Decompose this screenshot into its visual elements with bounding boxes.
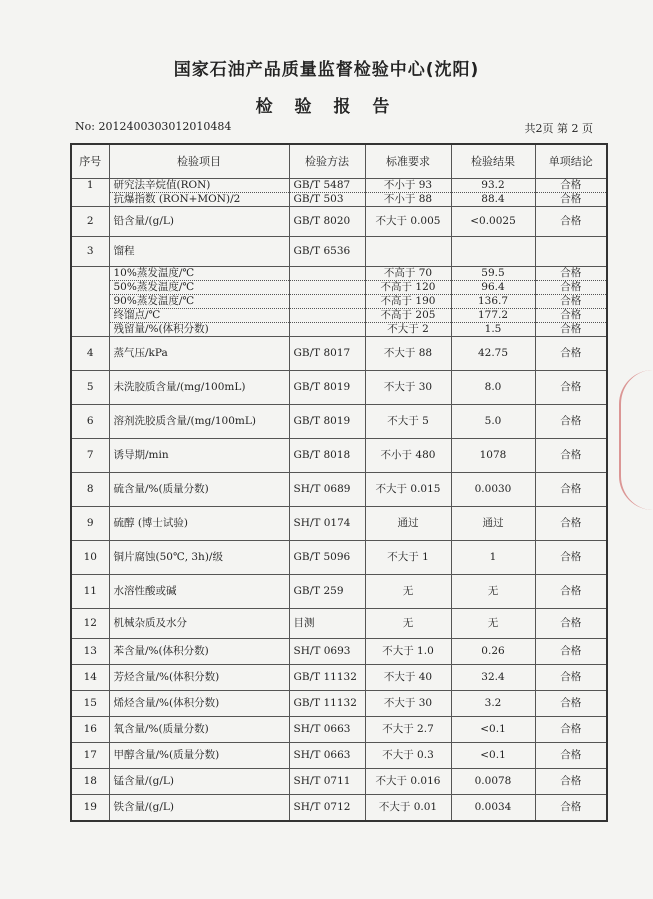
- row-number: 7: [71, 439, 109, 473]
- row-number: 17: [71, 743, 109, 769]
- meta-row: [75, 120, 593, 136]
- test-result: 1: [451, 541, 535, 575]
- item-conclusion: 合格: [535, 295, 607, 309]
- report-number: No: 2012400303012010484: [75, 120, 232, 133]
- test-method: SH/T 0663: [289, 743, 365, 769]
- table-row: [71, 691, 607, 717]
- test-method: GB/T 503: [289, 193, 365, 207]
- item-conclusion: 合格: [535, 337, 607, 371]
- test-item: 残留量/%(体积分数): [109, 323, 289, 337]
- stamp-mark: [619, 370, 653, 510]
- test-item: 芳烃含量/%(体积分数): [109, 665, 289, 691]
- standard-requirement: 不大于 0.005: [365, 207, 451, 237]
- test-item: 终馏点/℃: [109, 309, 289, 323]
- item-conclusion: 合格: [535, 439, 607, 473]
- row-number: 4: [71, 337, 109, 371]
- standard-requirement: 不大于 1: [365, 541, 451, 575]
- item-conclusion: 合格: [535, 795, 607, 822]
- table-row: [71, 179, 607, 193]
- test-result: <0.1: [451, 717, 535, 743]
- row-number: 11: [71, 575, 109, 609]
- test-method: GB/T 11132: [289, 665, 365, 691]
- row-number: 15: [71, 691, 109, 717]
- row-number: 2: [71, 207, 109, 237]
- row-number: 12: [71, 609, 109, 639]
- item-conclusion: 合格: [535, 609, 607, 639]
- row-number: 3: [71, 237, 109, 267]
- test-result: 0.0034: [451, 795, 535, 822]
- test-method: GB/T 5096: [289, 541, 365, 575]
- test-method: GB/T 8018: [289, 439, 365, 473]
- test-result: 136.7: [451, 295, 535, 309]
- test-result: 8.0: [451, 371, 535, 405]
- table-header-row: [71, 144, 607, 179]
- row-number: 16: [71, 717, 109, 743]
- test-result: 0.0030: [451, 473, 535, 507]
- test-item: 诱导期/min: [109, 439, 289, 473]
- item-conclusion: 合格: [535, 207, 607, 237]
- test-item: 铅含量/(g/L): [109, 207, 289, 237]
- test-result: 无: [451, 575, 535, 609]
- test-result: [451, 237, 535, 267]
- standard-requirement: [365, 237, 451, 267]
- test-item: 硫醇 (博士试验): [109, 507, 289, 541]
- test-item: 研究法辛烷值(RON): [109, 179, 289, 193]
- test-item: 苯含量/%(体积分数): [109, 639, 289, 665]
- page-title: 国家石油产品质量监督检验中心(沈阳): [173, 60, 480, 80]
- row-number: [71, 267, 109, 281]
- col-header-method: 检验方法: [289, 144, 365, 179]
- test-method: SH/T 0689: [289, 473, 365, 507]
- item-conclusion: 合格: [535, 743, 607, 769]
- row-number: 9: [71, 507, 109, 541]
- test-item: 馏程: [109, 237, 289, 267]
- standard-requirement: 不大于 2: [365, 323, 451, 337]
- test-result: 88.4: [451, 193, 535, 207]
- item-conclusion: 合格: [535, 665, 607, 691]
- table-row: [71, 541, 607, 575]
- table-row: [71, 439, 607, 473]
- row-number: 1: [71, 179, 109, 193]
- col-header-no: 序号: [71, 144, 109, 179]
- row-number: 13: [71, 639, 109, 665]
- test-method: SH/T 0693: [289, 639, 365, 665]
- item-conclusion: 合格: [535, 405, 607, 439]
- inspection-table: [70, 143, 608, 822]
- standard-requirement: 不大于 0.3: [365, 743, 451, 769]
- table-row: [71, 743, 607, 769]
- test-method: SH/T 0174: [289, 507, 365, 541]
- test-result: 无: [451, 609, 535, 639]
- table-row: [71, 473, 607, 507]
- test-method: GB/T 6536: [289, 237, 365, 267]
- row-number: [71, 281, 109, 295]
- test-method: [289, 309, 365, 323]
- test-item: 铁含量/(g/L): [109, 795, 289, 822]
- test-method: GB/T 259: [289, 575, 365, 609]
- col-header-item: 检验项目: [109, 144, 289, 179]
- test-item: 机械杂质及水分: [109, 609, 289, 639]
- test-result: 0.0078: [451, 769, 535, 795]
- table-row: [71, 281, 607, 295]
- item-conclusion: 合格: [535, 323, 607, 337]
- item-conclusion: 合格: [535, 473, 607, 507]
- test-item: 50%蒸发温度/℃: [109, 281, 289, 295]
- item-conclusion: 合格: [535, 717, 607, 743]
- row-number: 19: [71, 795, 109, 822]
- test-item: 溶剂洗胶质含量/(mg/100mL): [109, 405, 289, 439]
- standard-requirement: 不高于 70: [365, 267, 451, 281]
- table-row: [71, 207, 607, 237]
- standard-requirement: 无: [365, 609, 451, 639]
- col-header-result: 检验结果: [451, 144, 535, 179]
- test-method: 目测: [289, 609, 365, 639]
- table-row: [71, 795, 607, 822]
- table-row: [71, 371, 607, 405]
- table-row: [71, 237, 607, 267]
- item-conclusion: 合格: [535, 193, 607, 207]
- test-item: 抗爆指数 (RON+MON)/2: [109, 193, 289, 207]
- test-method: GB/T 8020: [289, 207, 365, 237]
- row-number: [71, 295, 109, 309]
- row-number: 5: [71, 371, 109, 405]
- standard-requirement: 不大于 88: [365, 337, 451, 371]
- page-info: 共2页 第 2 页: [524, 122, 593, 135]
- test-result: 93.2: [451, 179, 535, 193]
- report-title: 检 验 报 告: [255, 97, 398, 117]
- item-conclusion: 合格: [535, 309, 607, 323]
- standard-requirement: 不大于 30: [365, 691, 451, 717]
- test-method: GB/T 8019: [289, 371, 365, 405]
- test-item: 氧含量/%(质量分数): [109, 717, 289, 743]
- item-conclusion: 合格: [535, 371, 607, 405]
- standard-requirement: 不小于 480: [365, 439, 451, 473]
- test-item: 未洗胶质含量/(mg/100mL): [109, 371, 289, 405]
- table-row: [71, 337, 607, 371]
- test-method: [289, 323, 365, 337]
- test-method: GB/T 8017: [289, 337, 365, 371]
- standard-requirement: 不高于 120: [365, 281, 451, 295]
- table-row: [71, 323, 607, 337]
- col-header-conclusion: 单项结论: [535, 144, 607, 179]
- table-row: [71, 665, 607, 691]
- table-row: [71, 267, 607, 281]
- item-conclusion: 合格: [535, 179, 607, 193]
- item-conclusion: 合格: [535, 541, 607, 575]
- test-result: 96.4: [451, 281, 535, 295]
- test-result: 177.2: [451, 309, 535, 323]
- table-row: [71, 405, 607, 439]
- test-result: 42.75: [451, 337, 535, 371]
- standard-requirement: 不大于 40: [365, 665, 451, 691]
- row-number: 8: [71, 473, 109, 507]
- standard-requirement: 通过: [365, 507, 451, 541]
- test-result: 5.0: [451, 405, 535, 439]
- test-method: GB/T 5487: [289, 179, 365, 193]
- item-conclusion: 合格: [535, 691, 607, 717]
- table-row: [71, 639, 607, 665]
- table-row: [71, 575, 607, 609]
- standard-requirement: 不大于 1.0: [365, 639, 451, 665]
- row-number: [71, 309, 109, 323]
- test-method: SH/T 0711: [289, 769, 365, 795]
- table-row: [71, 507, 607, 541]
- test-result: 1.5: [451, 323, 535, 337]
- standard-requirement: 不小于 93: [365, 179, 451, 193]
- table-row: [71, 295, 607, 309]
- row-number: [71, 193, 109, 207]
- test-item: 10%蒸发温度/℃: [109, 267, 289, 281]
- item-conclusion: 合格: [535, 769, 607, 795]
- row-number: 18: [71, 769, 109, 795]
- standard-requirement: 不大于 0.016: [365, 769, 451, 795]
- standard-requirement: 不小于 88: [365, 193, 451, 207]
- standard-requirement: 无: [365, 575, 451, 609]
- test-item: 硫含量/%(质量分数): [109, 473, 289, 507]
- standard-requirement: 不高于 205: [365, 309, 451, 323]
- item-conclusion: 合格: [535, 507, 607, 541]
- test-item: 甲醇含量/%(质量分数): [109, 743, 289, 769]
- test-method: [289, 295, 365, 309]
- test-result: 1078: [451, 439, 535, 473]
- standard-requirement: 不大于 0.015: [365, 473, 451, 507]
- col-header-standard: 标准要求: [365, 144, 451, 179]
- item-conclusion: 合格: [535, 639, 607, 665]
- test-item: 水溶性酸或碱: [109, 575, 289, 609]
- test-result: 通过: [451, 507, 535, 541]
- test-result: 59.5: [451, 267, 535, 281]
- test-result: 32.4: [451, 665, 535, 691]
- test-method: [289, 281, 365, 295]
- test-method: GB/T 8019: [289, 405, 365, 439]
- item-conclusion: [535, 237, 607, 267]
- standard-requirement: 不大于 2.7: [365, 717, 451, 743]
- table-row: [71, 309, 607, 323]
- row-number: 6: [71, 405, 109, 439]
- test-item: 蒸气压/kPa: [109, 337, 289, 371]
- table-row: [71, 717, 607, 743]
- standard-requirement: 不高于 190: [365, 295, 451, 309]
- standard-requirement: 不大于 0.01: [365, 795, 451, 822]
- row-number: [71, 323, 109, 337]
- item-conclusion: 合格: [535, 575, 607, 609]
- test-method: SH/T 0712: [289, 795, 365, 822]
- test-method: [289, 267, 365, 281]
- test-result: 3.2: [451, 691, 535, 717]
- row-number: 10: [71, 541, 109, 575]
- test-item: 烯烃含量/%(体积分数): [109, 691, 289, 717]
- row-number: 14: [71, 665, 109, 691]
- item-conclusion: 合格: [535, 267, 607, 281]
- test-method: SH/T 0663: [289, 717, 365, 743]
- standard-requirement: 不大于 30: [365, 371, 451, 405]
- table-row: [71, 769, 607, 795]
- table-row: [71, 609, 607, 639]
- table-row: [71, 193, 607, 207]
- standard-requirement: 不大于 5: [365, 405, 451, 439]
- test-item: 90%蒸发温度/℃: [109, 295, 289, 309]
- test-item: 铜片腐蚀(50℃, 3h)/级: [109, 541, 289, 575]
- test-result: <0.0025: [451, 207, 535, 237]
- test-item: 锰含量/(g/L): [109, 769, 289, 795]
- test-result: 0.26: [451, 639, 535, 665]
- item-conclusion: 合格: [535, 281, 607, 295]
- test-result: <0.1: [451, 743, 535, 769]
- test-method: GB/T 11132: [289, 691, 365, 717]
